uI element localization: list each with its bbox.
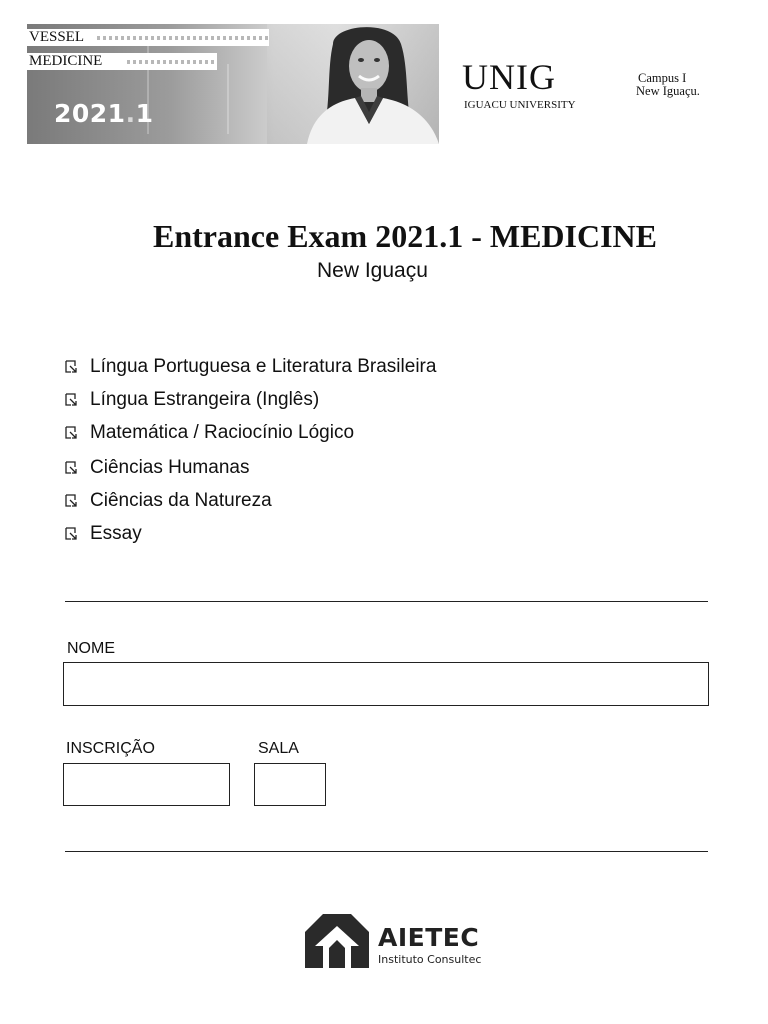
list-item xyxy=(65,517,436,550)
campus-line-2: New Iguaçu. xyxy=(636,84,700,98)
subject-label: Língua Portuguesa e Literatura Brasileira xyxy=(90,355,437,377)
subject-label: Matemática / Raciocínio Lógico xyxy=(90,421,355,443)
checkbox-arrow-icon xyxy=(65,461,78,474)
registration-label: INSCRIÇÃO xyxy=(66,740,155,757)
subject-label: Ciências Humanas xyxy=(90,456,250,478)
subject-label: Ciências da Natureza xyxy=(90,489,272,511)
subject-label: Língua Estrangeira (Inglês) xyxy=(90,388,320,410)
page-title: Entrance Exam 2021.1 - MEDICINE xyxy=(153,218,657,254)
brand-name: AIETEC xyxy=(378,923,480,952)
house-arrow-logo xyxy=(305,914,369,968)
banner-line-medicine: MEDICINE xyxy=(27,53,217,70)
registration-field[interactable] xyxy=(63,763,230,806)
campus-info xyxy=(636,72,700,98)
banner-year: 2021.1 xyxy=(54,99,154,128)
room-field[interactable] xyxy=(254,763,326,806)
list-item xyxy=(65,350,436,383)
name-field[interactable] xyxy=(63,662,709,706)
subject-label: Essay xyxy=(90,522,142,544)
campus-line-1: Campus I xyxy=(638,71,687,85)
list-item xyxy=(65,383,436,416)
subject-list xyxy=(65,350,436,550)
room-label: SALA xyxy=(258,740,299,757)
divider-bottom xyxy=(65,851,708,852)
page-subtitle: New Iguaçu xyxy=(317,259,428,282)
list-item xyxy=(65,484,436,517)
university-name: IGUACU UNIVERSITY xyxy=(464,99,576,111)
banner-line-vessel: VESSEL xyxy=(27,29,269,46)
name-label: NOME xyxy=(67,640,115,657)
unig-logo: UNIG xyxy=(462,57,556,97)
doctor-photo xyxy=(293,24,441,144)
checkbox-arrow-icon xyxy=(65,527,78,540)
checkbox-arrow-icon xyxy=(65,393,78,406)
list-item xyxy=(65,416,436,449)
checkbox-arrow-icon xyxy=(65,494,78,507)
checkbox-arrow-icon xyxy=(65,426,78,439)
brand-subtitle: Instituto Consultec xyxy=(378,953,482,966)
checkbox-arrow-icon xyxy=(65,360,78,373)
list-item xyxy=(65,451,436,484)
divider-top xyxy=(65,601,708,602)
